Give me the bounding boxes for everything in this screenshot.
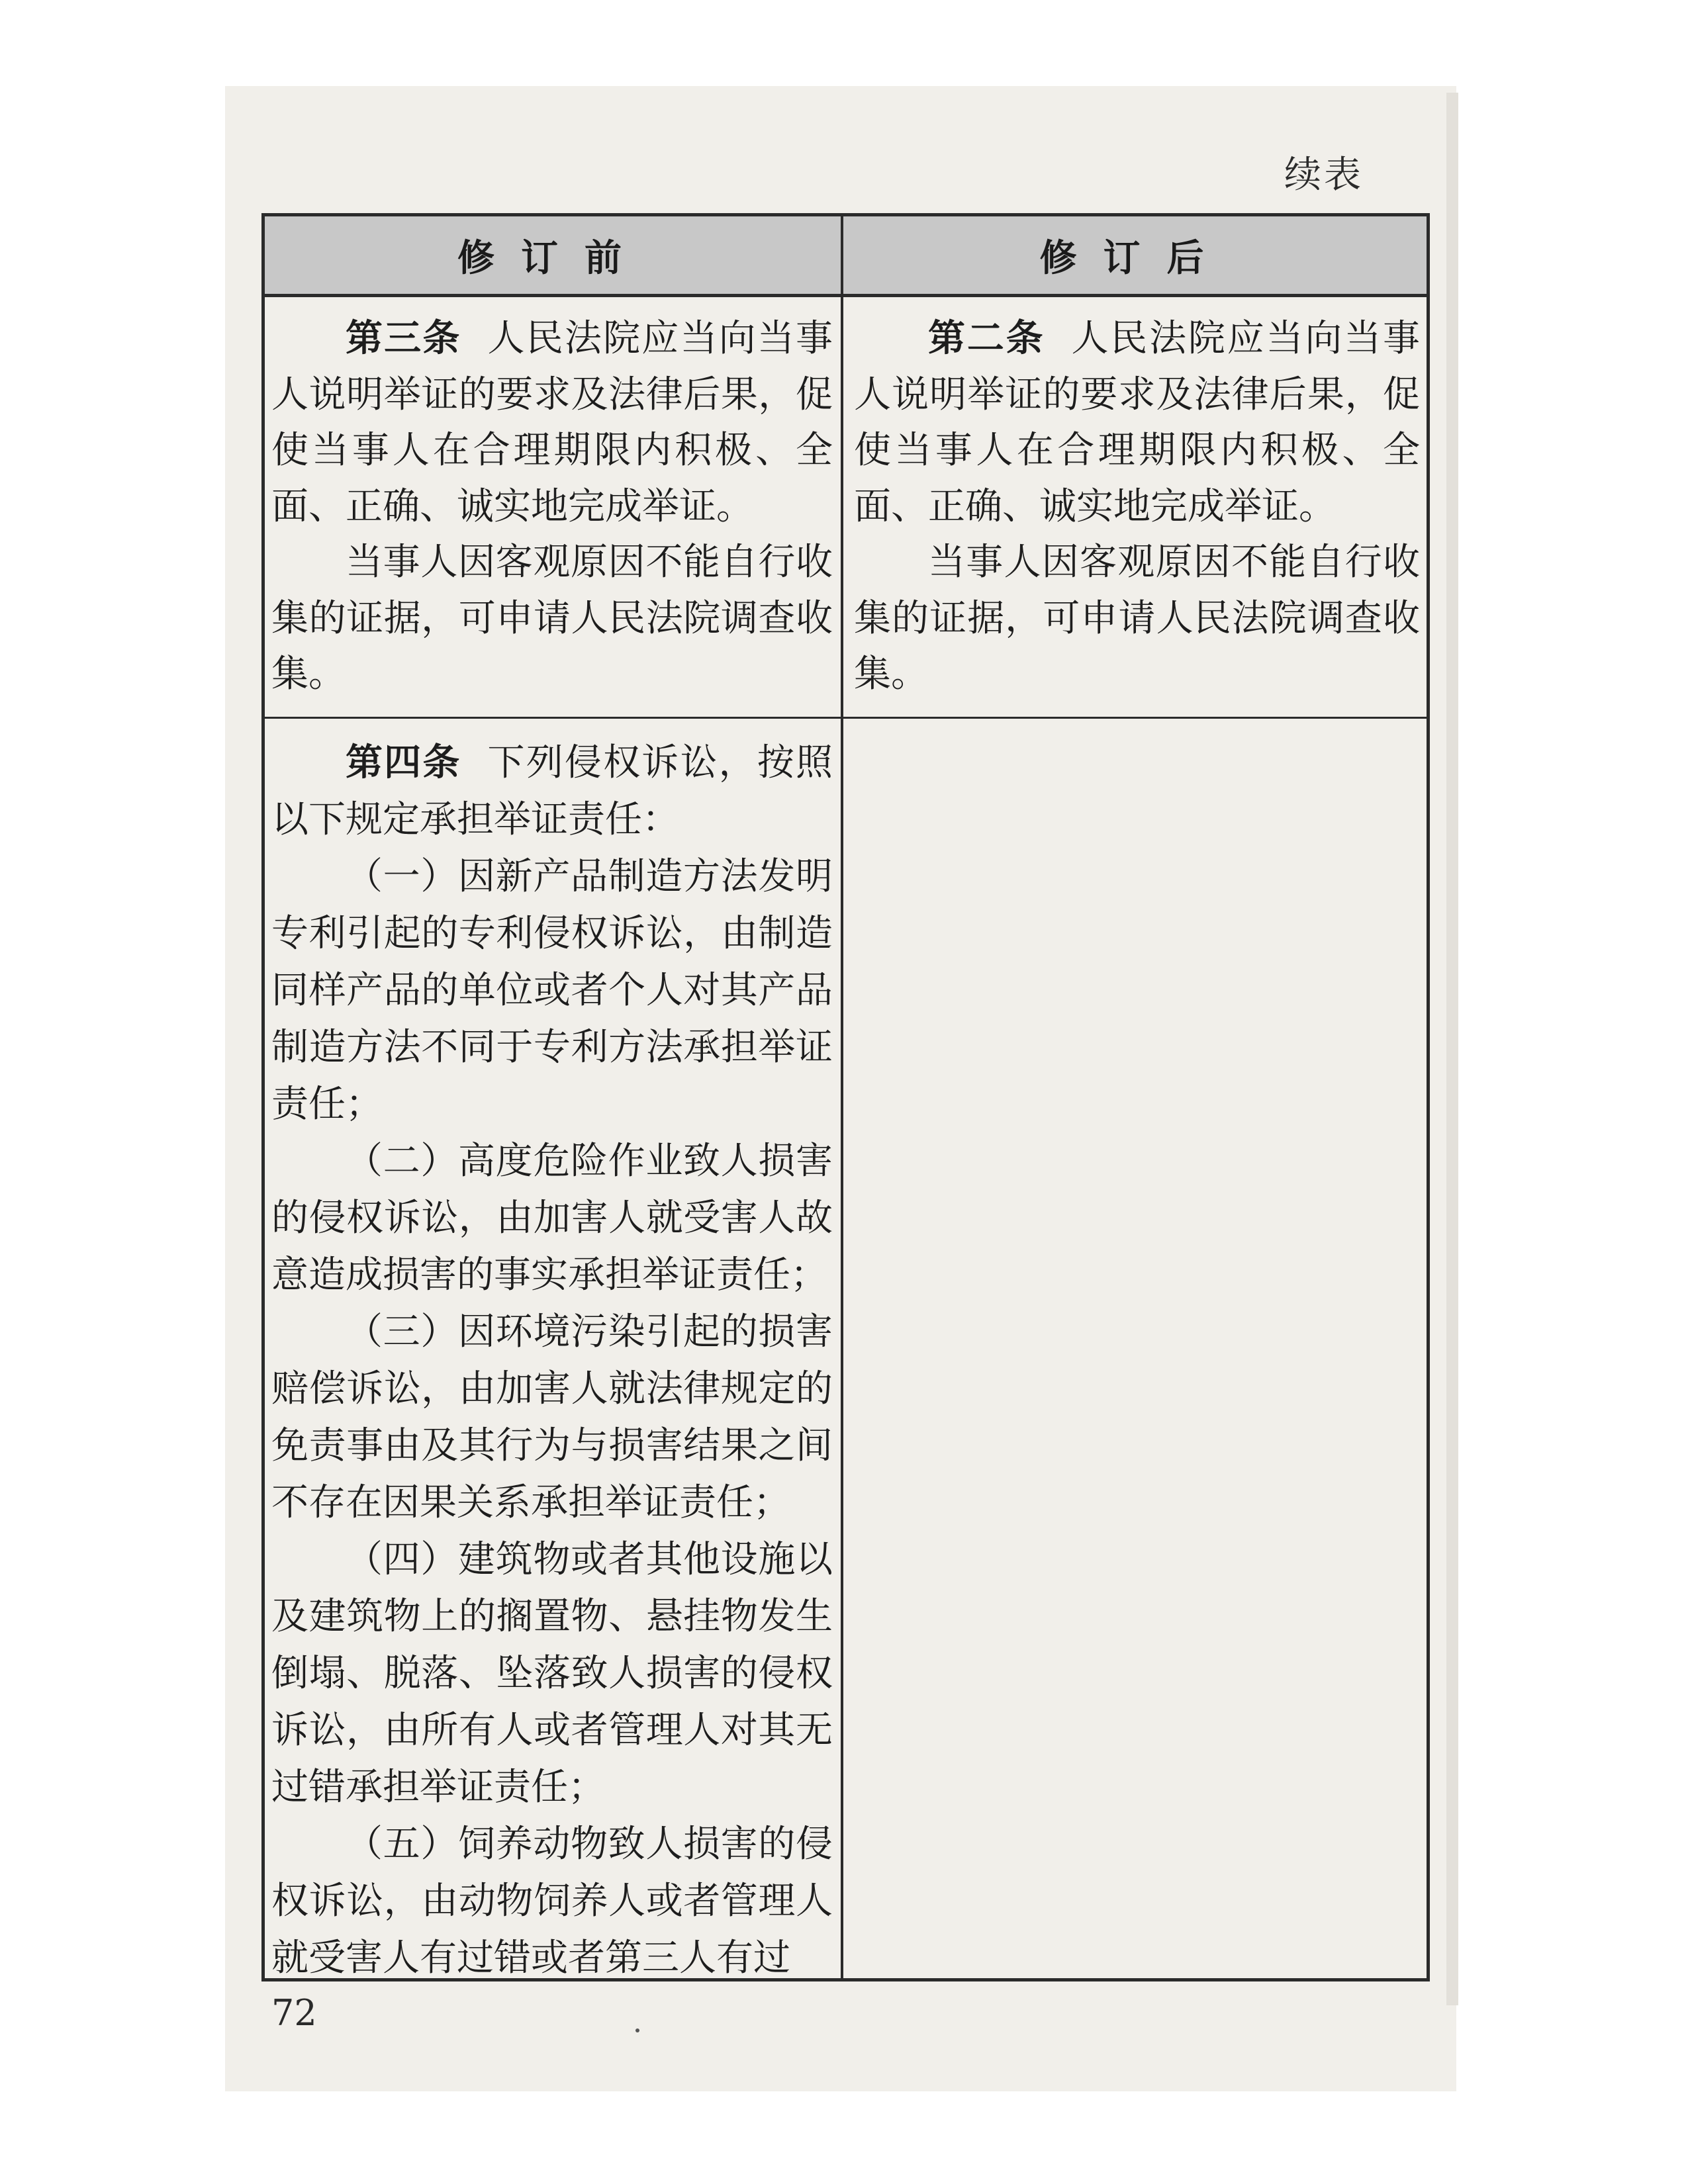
continued-label: 续表: [1284, 154, 1364, 197]
paragraph-text: （五）饲养动物致人损害的侵权诉讼，由动物饲养人或者管理人就受害人有过错或者第三人有过: [271, 1823, 833, 1979]
paragraph: [854, 535, 1420, 703]
page-edge-shadow: [1446, 93, 1458, 2005]
row1-after-cell: [854, 311, 1420, 703]
paragraph: [271, 735, 833, 848]
header-before: 修订前: [265, 216, 841, 295]
article-number: 第二条: [928, 317, 1045, 360]
article-number: 第三条: [346, 317, 461, 360]
paragraph-text: 当事人因客观原因不能自行收集的证据，可申请人民法院调查收集。: [271, 541, 833, 696]
paragraph-text: （二）高度危险作业致人损害的侵权诉讼，由加害人就受害人故意造成损害的事实承担举证责任；: [271, 1140, 833, 1297]
paragraph: [271, 1133, 833, 1304]
paragraph: [271, 311, 833, 535]
paragraph-text: 人民法院应当向当事人说明举证的要求及法律后果，促使当事人在合理期限内积极、全面、正确、诚实地完成举证。: [854, 317, 1421, 528]
paragraph-text: 人民法院应当向当事人说明举证的要求及法律后果，促使当事人在合理期限内积极、全面、正确、诚实地完成举证。: [271, 317, 833, 528]
row-rule: [265, 717, 1427, 719]
paragraph-text: （一）因新产品制造方法发明专利引起的专利侵权诉讼，由制造同样产品的单位或者个人对其产品制造方法不同于专利方法承担举证责任；: [271, 855, 833, 1126]
row1-before-cell: [271, 311, 833, 703]
print-speck: [635, 2028, 639, 2032]
paragraph-text: （四）建筑物或者其他设施以及建筑物上的搁置物、悬挂物发生倒塌、脱落、坠落致人损害的侵权诉讼，由所有人或者管理人对其无过错承担举证责任；: [271, 1538, 833, 1809]
paragraph-text: （三）因环境污染引起的损害赔偿诉讼，由加害人就法律规定的免责事由及其行为与损害结果之间不存在因果关系承担举证责任；: [271, 1310, 833, 1524]
row2-before-cell: [271, 735, 833, 1987]
header-rule: [265, 294, 1427, 297]
paragraph: [271, 1816, 833, 1987]
paragraph: [854, 311, 1420, 535]
paragraph-text: 当事人因客观原因不能自行收集的证据，可申请人民法院调查收集。: [854, 541, 1420, 696]
page-number: 72: [271, 1992, 317, 2034]
paragraph: [271, 1304, 833, 1531]
article-number: 第四条: [346, 741, 461, 784]
paragraph: [271, 1531, 833, 1816]
paragraph-text: 下列侵权诉讼，按照以下规定承担举证责任：: [271, 741, 833, 841]
column-divider: [841, 213, 843, 1981]
header-after: 修订后: [843, 216, 1427, 295]
paragraph: [271, 848, 833, 1133]
paragraph: [271, 535, 833, 703]
